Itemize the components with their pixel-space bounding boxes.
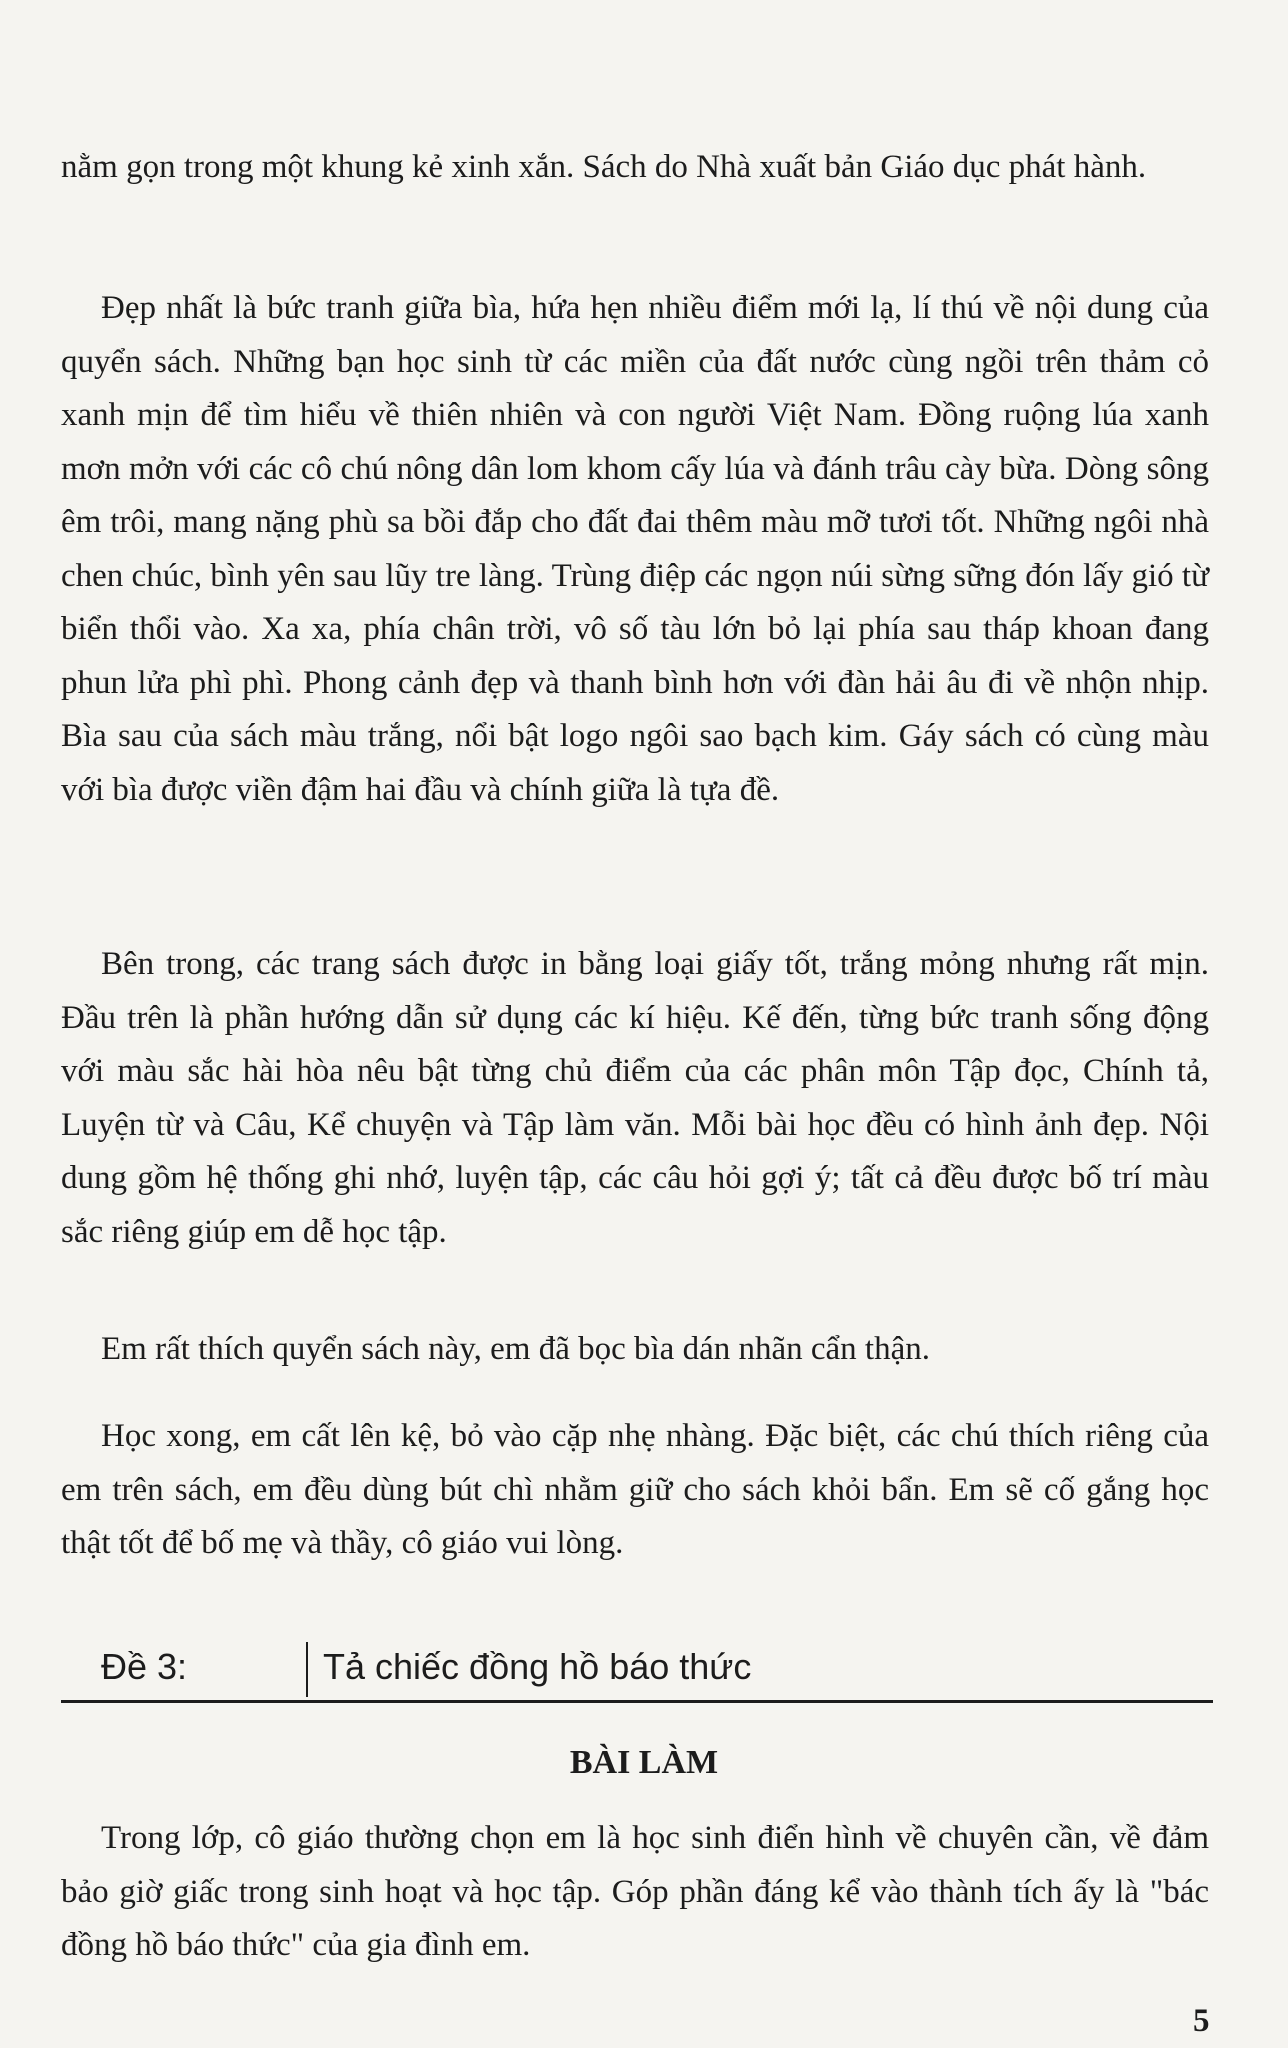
paragraph-keeping-book: Học xong, em cất lên kệ, bỏ vào cặp nhẹ nhàng. Đặc biệt, các chú thích riêng của em trên sách, em đều dùng bút chì nhằm giữ cho sách khỏi bẩn. Em sẽ cố gắng học thật tốt để bố mẹ và thầy, cô giáo vui lòng.	[61, 1418, 1209, 1561]
section-title: Tả chiếc đồng hồ báo thức	[323, 1646, 752, 1687]
paragraph-essay-intro: Trong lớp, cô giáo thường chọn em là học sinh điển hình về chuyên cần, về đảm bảo giờ giấc trong sinh hoạt và học tập. Góp phần đáng kể vào thành tích ấy là "bác đồng hồ báo thức" của gia đình em.	[61, 1820, 1209, 1963]
page-number: 5	[1193, 2003, 1210, 2039]
section-heading	[61, 1638, 1213, 1703]
paragraph-book-cover-end: nằm gọn trong một khung kẻ xinh xắn. Sách do Nhà xuất bản Giáo dục phát hành.	[61, 149, 1147, 185]
section-number: Đề 3:	[101, 1646, 188, 1687]
heading-divider	[306, 1642, 308, 1697]
paragraph-inside-pages: Bên trong, các trang sách được in bằng loại giấy tốt, trắng mỏng nhưng rất mịn. Đầu trên là phần hướng dẫn sử dụng các kí hiệu. Kế đến, từng bức tranh sống động với màu sắc hài hòa nêu bật từng chủ điểm của các phân môn Tập đọc, Chính tả, Luyện từ và Câu, Kể chuyện và Tập làm văn. Mỗi bài học đều có hình ảnh đẹp. Nội dung gồm hệ thống ghi nhớ, luyện tập, các câu hỏi gợi ý; tất cả đều được bố trí màu sắc riêng giúp em dễ học tập.	[61, 946, 1209, 1250]
paragraph-cover-picture: Đẹp nhất là bức tranh giữa bìa, hứa hẹn nhiều điểm mới lạ, lí thú về nội dung của quyển sách. Những bạn học sinh từ các miền của đất nước cùng ngồi trên thảm cỏ xanh mịn để tìm hiểu về thiên nhiên và con người Việt Nam. Đồng ruộng lúa xanh mơn mởn với các cô chú nông dân lom khom cấy lúa và đánh trâu cày bừa. Dòng sông êm trôi, mang nặng phù sa bồi đắp cho đất đai thêm màu mỡ tươi tốt. Những ngôi nhà chen chúc, bình yên sau lũy tre làng. Trùng điệp các ngọn núi sừng sững đón lấy gió từ biển thổi vào. Xa xa, phía chân trời, vô số tàu lớn bỏ lại phía sau tháp khoan đang phun lửa phì phì. Phong cảnh đẹp và thanh bình hơn với đàn hải âu đi về nhộn nhịp. Bìa sau của sách màu trắng, nổi bật logo ngôi sao bạch kim. Gáy sách có cùng màu với bìa được viền đậm hai đầu và chính giữa là tựa đề.	[61, 290, 1209, 808]
paragraph-liking-book: Em rất thích quyển sách này, em đã bọc bìa dán nhãn cẩn thận.	[101, 1331, 930, 1367]
essay-subheading: BÀI LÀM	[569, 1744, 719, 1781]
